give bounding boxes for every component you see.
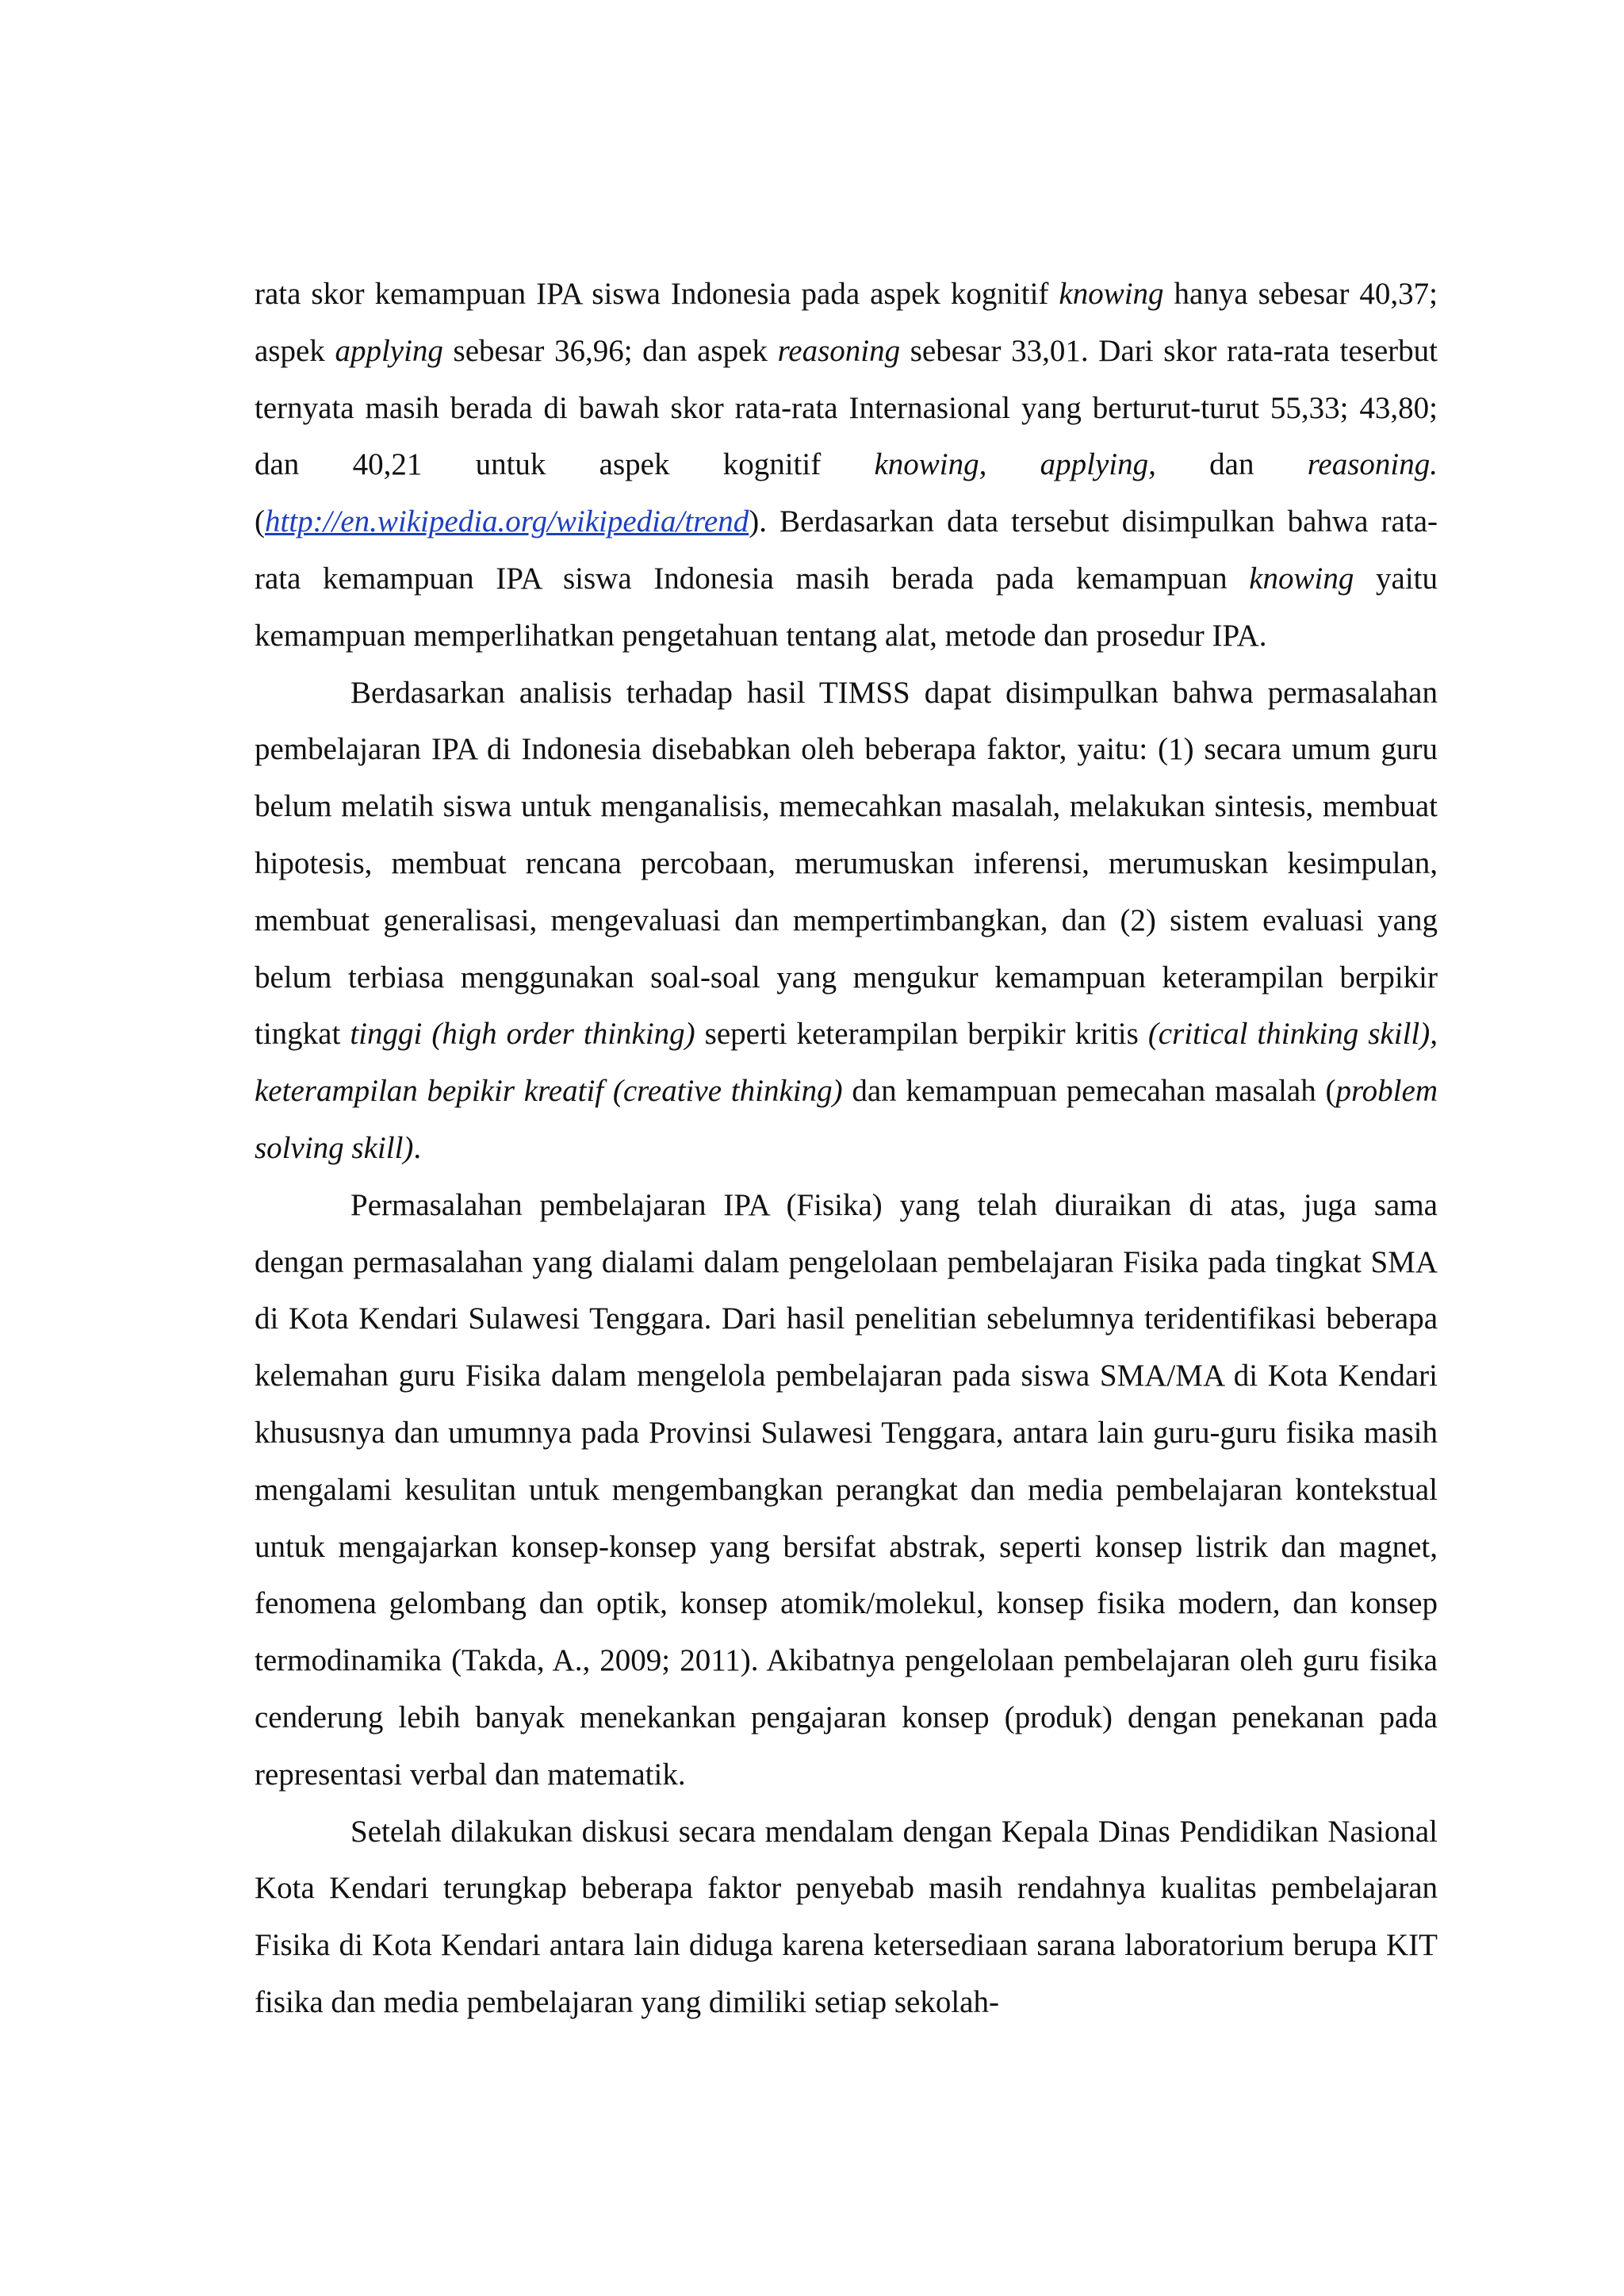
italic-term: knowing [1249, 561, 1354, 596]
text-run: . [413, 1130, 422, 1165]
text-run: hanya sebesar 40,37; aspek [255, 277, 1438, 368]
paragraph [255, 665, 1438, 1177]
italic-term: reasoning. [1307, 447, 1438, 482]
text-run: dan [1155, 447, 1308, 482]
text-run: ). Berdasarkan data tersebut disimpulkan bahwa rata-rata kemampuan IPA siswa Indonesia masih berada pada kemampuan [255, 504, 1438, 596]
paragraph [255, 1177, 1438, 1803]
italic-term: knowing [1059, 277, 1164, 311]
text-run: sebesar 36,96; dan aspek [442, 333, 778, 368]
text-run: rata skor kemampuan IPA siswa Indonesia pada aspek kognitif [255, 277, 1059, 311]
italic-term: knowing, applying, [874, 447, 1156, 482]
italic-term: problem solving skill) [255, 1074, 1438, 1165]
text-run: Setelah dilakukan diskusi secara mendalam dengan Kepala Dinas Pendidikan Nasional Kota Kendari terungkap beberapa faktor penyebab masih rendahnya kualitas pembelajaran Fisika di Kota Kendari antara lain diduga karena ketersediaan sarana laboratorium berupa KIT fisika dan media pembelajaran yang dimiliki setiap sekolah- [255, 1814, 1438, 2019]
italic-term: applying [335, 333, 443, 368]
text-run: Berdasarkan analisis terhadap hasil TIMSS dapat disimpulkan bahwa permasalahan pembelajaran IPA di Indonesia disebabkan oleh beberapa faktor, yaitu: (1) secara umum guru belum melatih siswa untuk menganalisis, memecahkan masalah, melakukan sintesis, membuat hipotesis, membuat rencana percobaan, merumuskan inferensi, merumuskan kesimpulan, membuat generalisasi, mengevaluasi dan mempertimbangkan, dan (2) sistem evaluasi yang belum terbiasa menggunakan soal-soal yang mengukur kemampuan keterampilan berpikir tingkat [255, 675, 1438, 1052]
paragraph [255, 266, 1438, 665]
text-run: sebesar 33,01. Dari skor rata-rata teserbut ternyata masih berada di bawah skor rata-rata Internasional yang berturut-turut 55,33; 43,80; dan 40,21 untuk aspek kognitif [255, 333, 1438, 482]
text-run: dan kemampuan pemecahan masalah ( [842, 1074, 1336, 1109]
text-run: ( [255, 504, 265, 539]
italic-term: tinggi (high order thinking) [350, 1017, 695, 1052]
italic-term: (critical thinking skill), keterampilan bepikir kreatif (creative thinking) [255, 1017, 1438, 1109]
text-run: Permasalahan pembelajaran IPA (Fisika) yang telah diuraikan di atas, juga sama dengan permasalahan yang dialami dalam pengelolaan pembelajaran Fisika pada tingkat SMA di Kota Kendari Sulawesi Tenggara. Dari hasil penelitian sebelumnya teridentifikasi beberapa kelemahan guru Fisika dalam mengelola pembelajaran pada siswa SMA/MA di Kota Kendari khususnya dan umumnya pada Provinsi Sulawesi Tenggara, antara lain guru-guru fisika masih mengalami kesulitan untuk mengembangkan perangkat dan media pembelajaran kontekstual untuk mengajarkan konsep-konsep yang bersifat abstrak, seperti konsep listrik dan magnet, fenomena gelombang dan optik, konsep atomik/molekul, konsep fisika modern, dan konsep termodinamika (Takda, A., 2009; 2011). Akibatnya pengelolaan pembelajaran oleh guru fisika cenderung lebih banyak menekankan pengajaran konsep (produk) dengan penekanan pada representasi verbal dan matematik. [255, 1187, 1438, 1792]
text-run: seperti keterampilan berpikir kritis [695, 1017, 1148, 1052]
italic-term: reasoning [777, 333, 901, 368]
body-text [255, 266, 1438, 2031]
paragraph [255, 1803, 1438, 2031]
reference-link[interactable]: http://en.wikipedia.org/wikipedia/trend [265, 504, 749, 539]
text-run: yaitu kemampuan memperlihatkan pengetahuan tentang alat, metode dan prosedur IPA. [255, 561, 1438, 653]
